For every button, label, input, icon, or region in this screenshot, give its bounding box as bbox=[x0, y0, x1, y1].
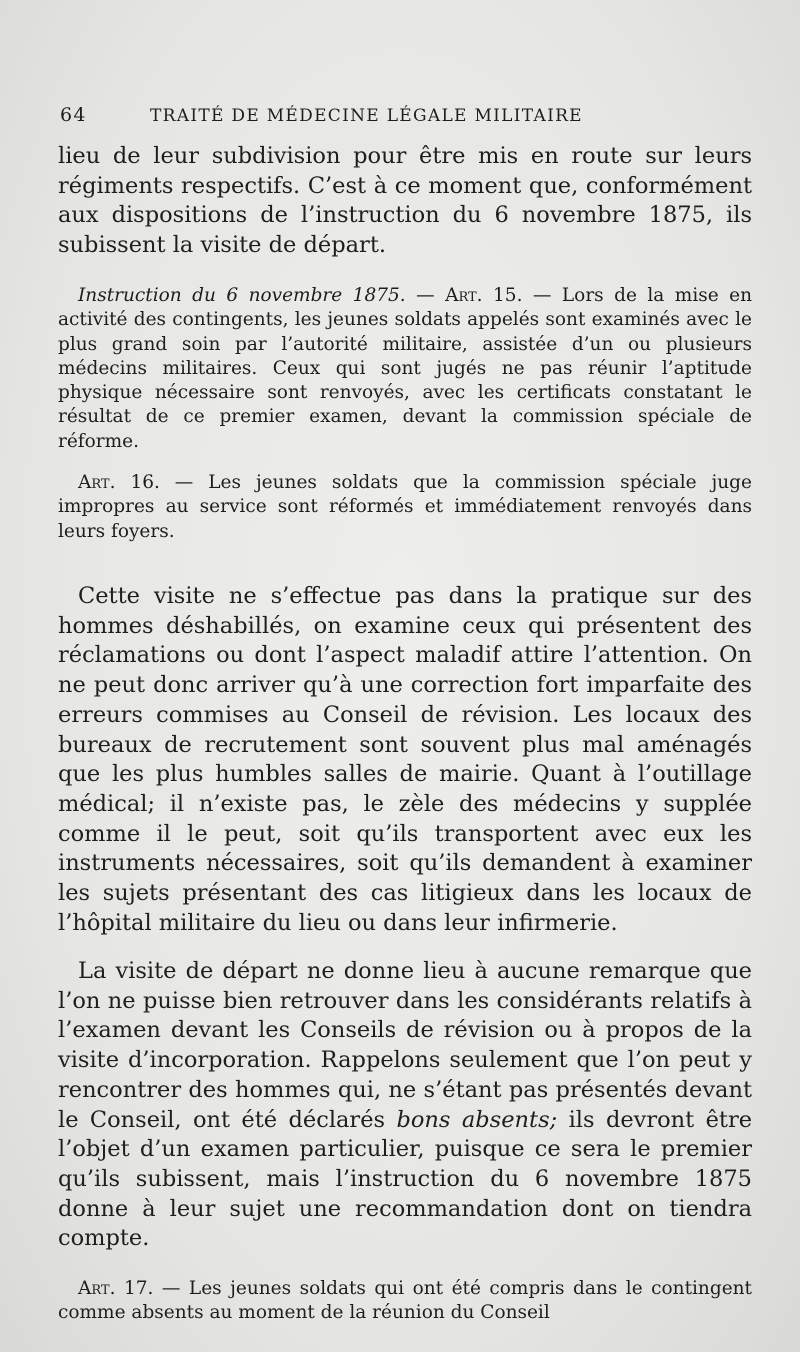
article-label: Art. bbox=[78, 472, 116, 493]
article-number: 16. bbox=[130, 472, 160, 493]
article-text: Les jeunes soldats qui ont été compris dans le contingent comme absents au moment de la réunion du Conseil bbox=[58, 1278, 752, 1324]
quoted-article-15: Instruction du 6 novembre 1875. — Art. 15. — Lors de la mise en activité des contingents, les jeunes soldats appelés sont examinés avec le plus grand soin par l’autorité militaire, assistée d’un ou plusieurs médecins militaires. Ceux qui sont jugés ne pas réunir l’aptitude physique nécessaire sont renvoyés, avec les certificats constatant le résultat de ce premier examen, devant la commission spéciale de réforme. bbox=[58, 285, 752, 452]
article-text: Les jeunes soldats que la commission spéciale juge impropres au service sont réformés et immédiatement renvoyés dans leurs foyers. bbox=[58, 472, 752, 542]
running-title: TRAITÉ DE MÉDECINE LÉGALE MILITAIRE bbox=[150, 106, 583, 126]
instruction-source: Instruction du 6 novembre 1875. bbox=[78, 285, 406, 306]
article-label: Art. bbox=[445, 285, 483, 306]
paragraph-continuation: lieu de leur subdivision pour être mis en route sur leurs régiments respectifs. C’est à ce moment que, conformément aux dispositions de l’instruction du 6 novembre 1875, ils subissent la visite de départ. bbox=[58, 143, 752, 259]
article-number: 15. bbox=[493, 285, 523, 306]
paragraph-visite: Cette visite ne s’effectue pas dans la pratique sur des hommes déshabillés, on examine ceux qui présentent des réclamations ou dont l’aspect maladif attire l’attention. On ne peut donc arriver qu’à une correction fort imparfaite des erreurs commises au Conseil de révision. Les locaux des bureaux de recrutement sont souvent plus mal aménagés que les plus humbles salles de mairie. Quant à l’outillage médical; il n’existe pas, le zèle des médecins y supplée comme il le peut, soit qu’ils transportent avec eux les instruments nécessaires, soit qu’ils demandent à examiner les sujets présentant des cas litigieux dans les locaux de l’hôpital militaire du lieu ou dans leur infirmerie. bbox=[58, 583, 752, 936]
running-header bbox=[60, 104, 760, 126]
article-label: Art. bbox=[78, 1278, 116, 1299]
emphasis-bons-absents: bons absents; bbox=[396, 1106, 558, 1133]
article-text: Lors de la mise en activité des contingents, les jeunes soldats appelés sont examinés avec le plus grand soin par l’autorité militaire, assistée d’un ou plusieurs médecins militaires. Ceux qui sont jugés ne pas réunir l’aptitude physique nécessaire sont renvoyés, avec les certificats constatant le résultat de ce premier examen, devant la commission spéciale de réforme. bbox=[58, 285, 752, 452]
article-number: 17. bbox=[123, 1278, 154, 1299]
paragraph-text: ils devront être l’objet d’un examen particulier, puisque ce sera le premier qu’ils subissent, mais l’instruction du 6 novembre 1875 donne à leur sujet une recommandation dont on tiendra compte. bbox=[58, 1106, 753, 1252]
quoted-article-16: Art. 16. — Les jeunes soldats que la commission spéciale juge impropres au service sont réformés et immédiatement renvoyés dans leurs foyers. bbox=[58, 472, 752, 542]
paragraph-text: La visite de départ ne donne lieu à aucune remarque que l’on ne puisse bien retrouver dans les considérants relatifs à l’examen devant les Conseils de révision ou à propos de la visite d’incorporation. Rappelons seulement que l’on peut y rencontrer des hommes qui, ne s’étant pas présentés devant le Conseil, ont été déclarés bbox=[58, 958, 752, 1133]
quoted-article-17: Art. 17. — Les jeunes soldats qui ont été compris dans le contingent comme absents au moment de la réunion du Conseil bbox=[58, 1278, 752, 1324]
page-number: 64 bbox=[60, 104, 87, 126]
paragraph-remarque bbox=[58, 957, 752, 1254]
